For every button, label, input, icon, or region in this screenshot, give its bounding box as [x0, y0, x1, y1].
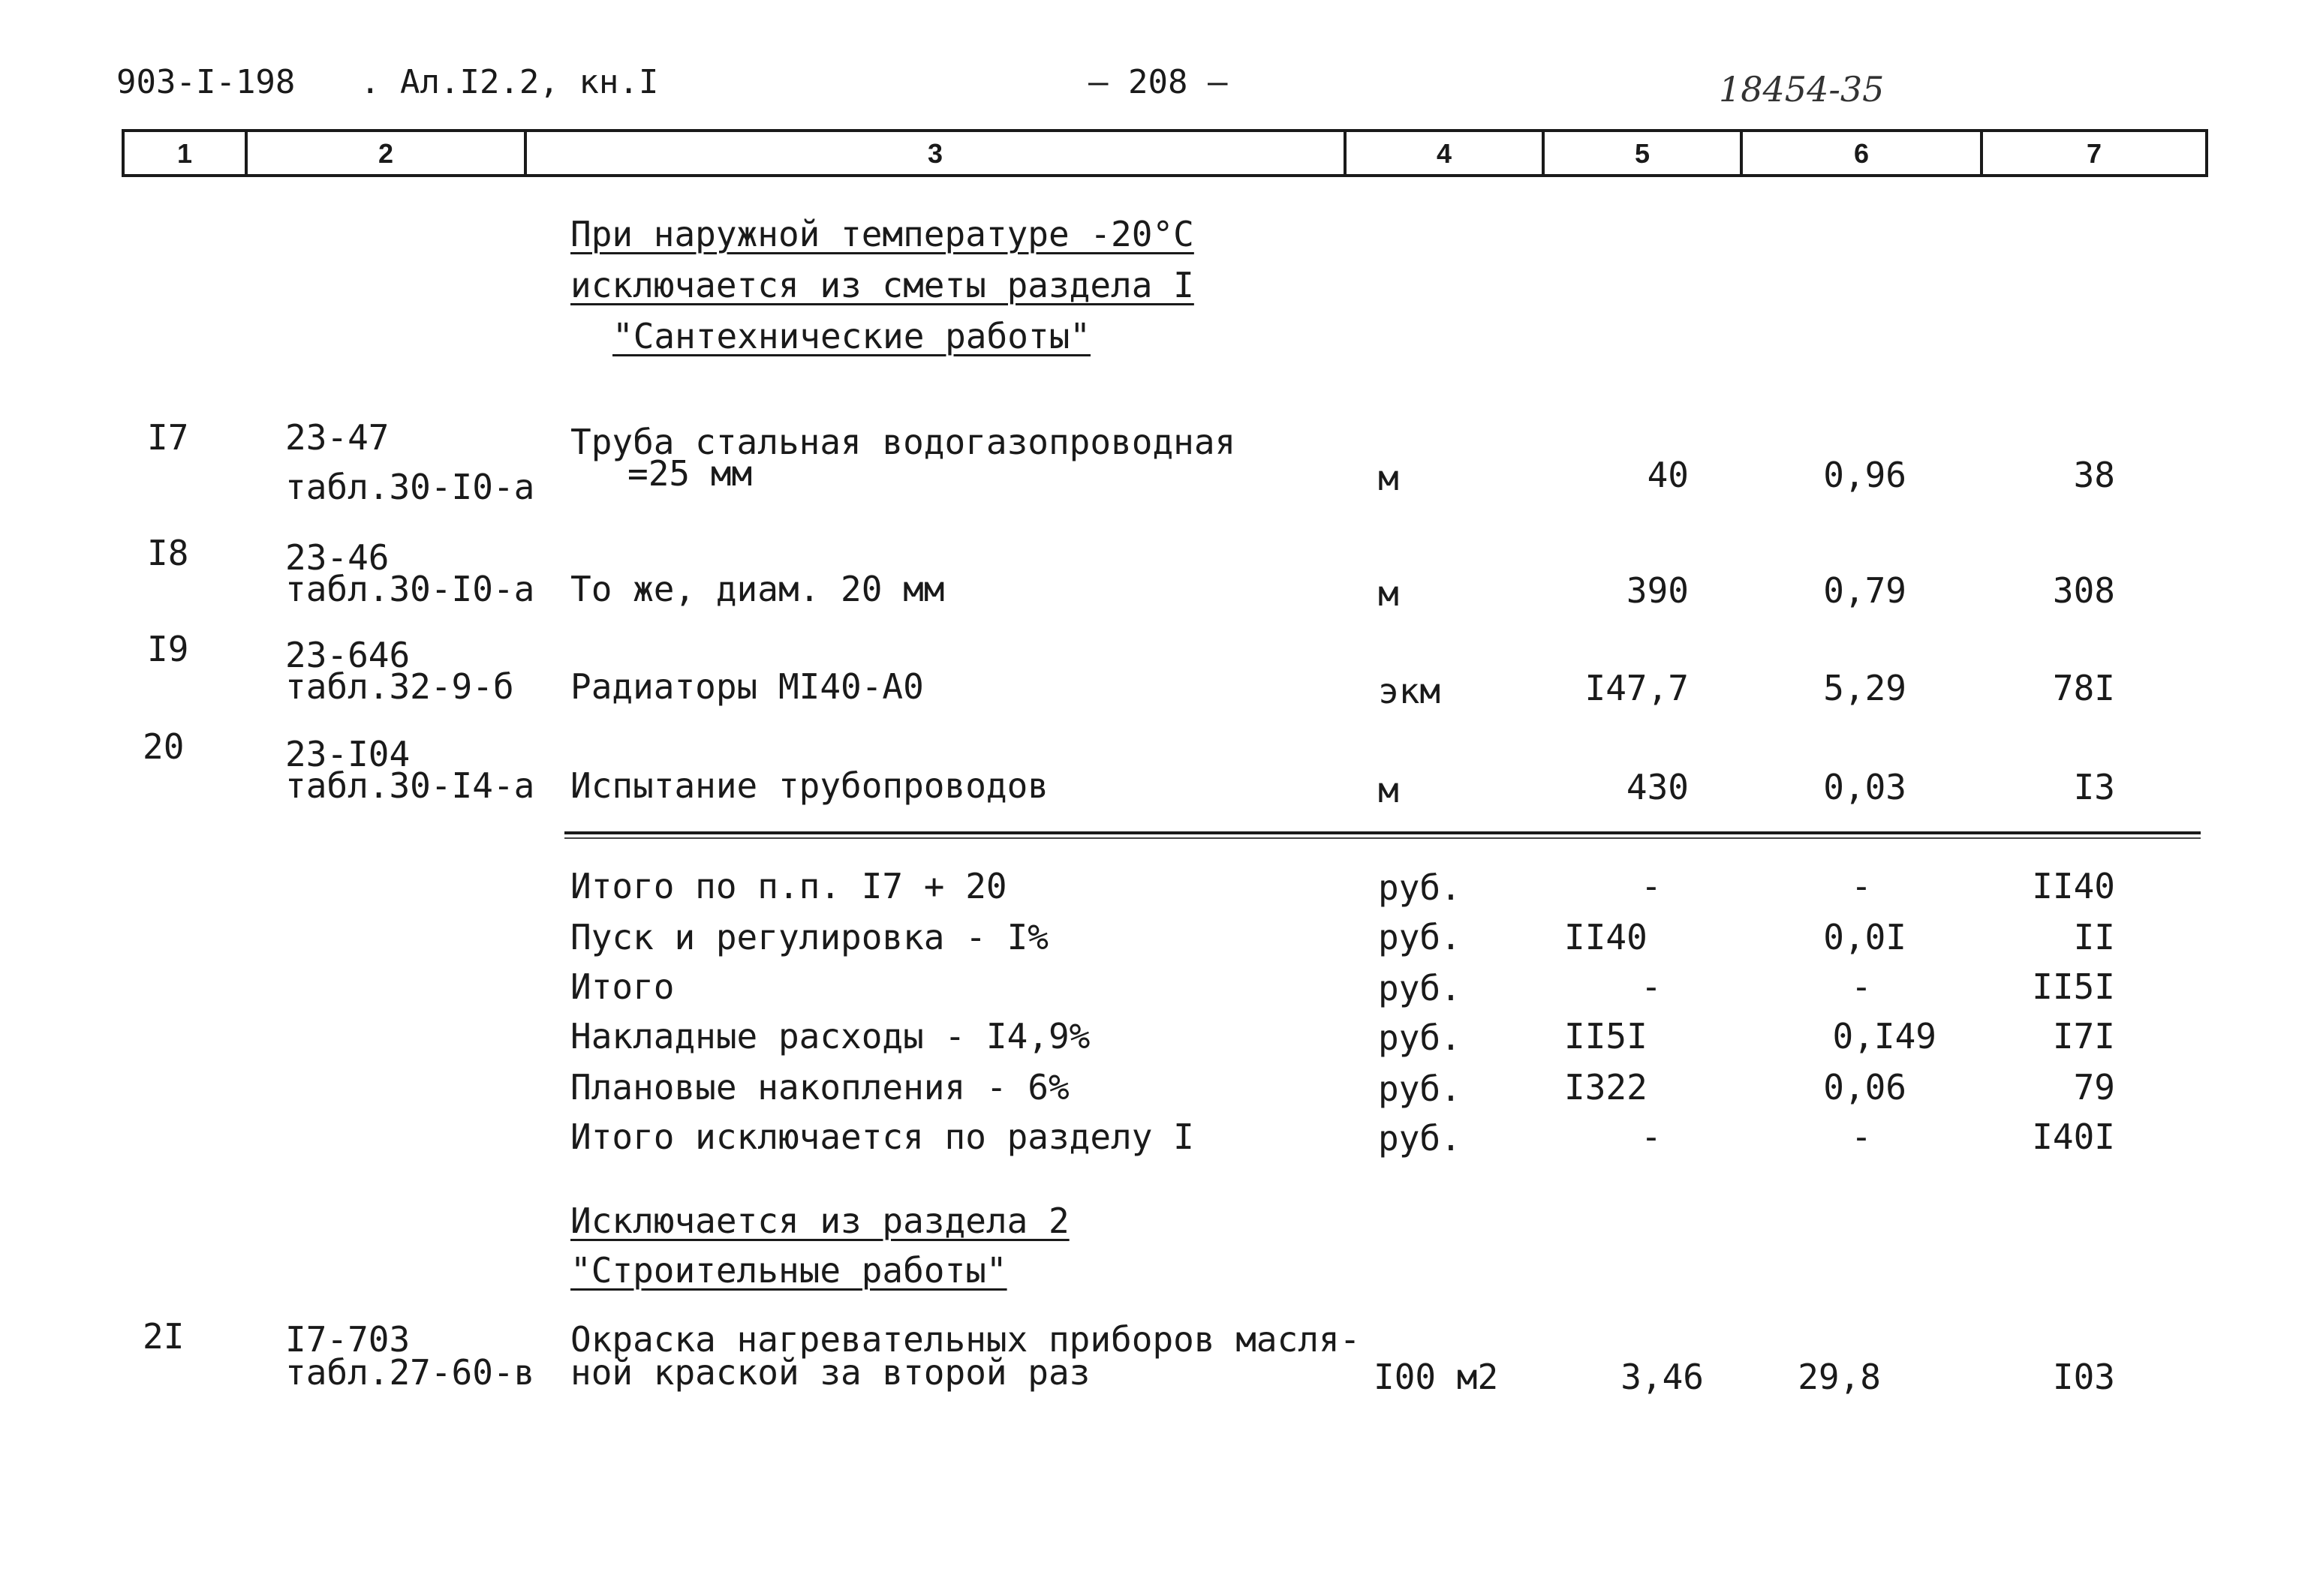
column-number-2: 2 — [378, 138, 394, 169]
page-number: — 208 — — [1088, 63, 1228, 101]
row-unit: м — [1378, 770, 1399, 810]
summary-unit-price: 0,I49 — [1832, 1016, 1936, 1056]
summary-unit: руб. — [1378, 1069, 1461, 1109]
column-number-1: 1 — [176, 138, 193, 169]
row-norm-table: табл.30-I0-а — [285, 467, 535, 507]
summary-quantity: - — [1641, 1117, 1662, 1157]
row-quantity: 40 — [1647, 455, 1689, 495]
row-norm-table: табл.32-9-б — [285, 666, 514, 707]
summary-quantity: - — [1641, 866, 1662, 906]
subtotal-rule — [564, 837, 2201, 839]
row-quantity: 430 — [1626, 767, 1689, 807]
summary-total: 79 — [2073, 1067, 2115, 1108]
column-number-7: 7 — [2086, 138, 2102, 169]
summary-unit-price: 0,0I — [1823, 917, 1906, 957]
row-number: I8 — [147, 533, 189, 573]
row-unit-price: 0,79 — [1823, 570, 1906, 611]
section2-title-line1: Исключается из раздела 2 — [570, 1201, 1070, 1241]
column-number-5: 5 — [1634, 138, 1651, 169]
section2-title-line2: "Строительные работы" — [570, 1250, 1007, 1291]
summary-unit: руб. — [1378, 968, 1461, 1008]
summary-unit-price: - — [1851, 866, 1872, 906]
row-description: Испытание трубопроводов — [570, 765, 1049, 806]
row-total: 38 — [2073, 455, 2115, 495]
row-number: I7 — [147, 417, 189, 458]
column-number-4: 4 — [1436, 138, 1452, 169]
summary-quantity: II40 — [1564, 917, 1648, 957]
row-unit-price: 29,8 — [1798, 1357, 1881, 1397]
summary-total: II — [2073, 917, 2115, 957]
row-description: Окраска нагревательных приборов масля- — [570, 1319, 1361, 1360]
row-total: I3 — [2073, 767, 2115, 807]
summary-total: I7I — [2052, 1016, 2115, 1056]
summary-description: Итого по п.п. I7 + 20 — [570, 866, 1007, 906]
section1-title-line2: исключается из сметы раздела I — [570, 265, 1194, 305]
album-reference: . Ал.I2.2, кн.I — [360, 63, 659, 101]
row-description: Радиаторы МI40-А0 — [570, 666, 924, 707]
row-unit-price: 0,03 — [1823, 767, 1906, 807]
row-norm-code: 23-I04 — [285, 734, 411, 774]
section1-title-line1: При наружной температуре -20°С — [570, 214, 1194, 254]
row-quantity: 390 — [1626, 570, 1689, 611]
row-norm-code: 23-46 — [285, 537, 390, 578]
summary-unit: руб. — [1378, 1118, 1461, 1159]
row-number: I9 — [147, 629, 189, 669]
summary-unit: руб. — [1378, 917, 1461, 957]
row-description-cont: ной краской за второй раз — [570, 1352, 1091, 1393]
row-norm-table: табл.30-I4-а — [285, 765, 535, 806]
row-norm-code: 23-47 — [285, 417, 390, 458]
document-code: 903-I-198 — [116, 63, 296, 101]
row-unit: м — [1378, 458, 1399, 498]
row-norm-table: табл.30-I0-а — [285, 569, 535, 609]
row-number: 20 — [143, 726, 185, 767]
row-unit: экм — [1378, 671, 1441, 711]
row-unit: м — [1378, 573, 1399, 614]
row-unit: I00 м2 — [1374, 1357, 1499, 1397]
summary-unit-price: 0,06 — [1823, 1067, 1906, 1108]
row-unit-price: 0,96 — [1823, 455, 1906, 495]
row-quantity: 3,46 — [1620, 1357, 1704, 1397]
inventory-number: 18454-35 — [1719, 69, 1885, 110]
row-norm-code: 23-646 — [285, 635, 411, 675]
summary-unit-price: - — [1851, 1117, 1872, 1157]
row-total: 308 — [2052, 570, 2115, 611]
summary-description: Итого — [570, 966, 675, 1007]
column-number-6: 6 — [1853, 138, 1870, 169]
summary-quantity: - — [1641, 966, 1662, 1007]
row-quantity: I47,7 — [1584, 668, 1689, 708]
row-description-cont: =25 мм — [627, 453, 753, 494]
summary-total: II40 — [2032, 866, 2115, 906]
row-unit-price: 5,29 — [1823, 668, 1906, 708]
row-norm-table: табл.27-60-в — [285, 1352, 535, 1393]
row-total: 78I — [2052, 668, 2115, 708]
row-norm-code: I7-703 — [285, 1319, 411, 1360]
summary-description: Плановые накопления - 6% — [570, 1067, 1070, 1108]
summary-unit: руб. — [1378, 867, 1461, 908]
summary-quantity: II5I — [1564, 1016, 1648, 1056]
summary-unit-price: - — [1851, 966, 1872, 1007]
summary-description: Итого исключается по разделу I — [570, 1117, 1194, 1157]
row-description: То же, диам. 20 мм — [570, 569, 945, 609]
row-description: Труба стальная водогазопроводная — [570, 422, 1236, 462]
section1-title-line3: "Сантехнические работы" — [612, 316, 1091, 356]
subtotal-rule — [564, 831, 2201, 834]
column-number-3: 3 — [927, 138, 943, 169]
summary-unit: руб. — [1378, 1017, 1461, 1058]
summary-total: I40I — [2032, 1117, 2115, 1157]
column-divider — [2205, 131, 2208, 177]
summary-description: Накладные расходы - I4,9% — [570, 1016, 1091, 1056]
row-number: 2I — [143, 1316, 185, 1357]
row-total: I03 — [2052, 1357, 2115, 1397]
summary-quantity: I322 — [1564, 1067, 1648, 1108]
summary-description: Пуск и регулировка - I% — [570, 917, 1049, 957]
summary-total: II5I — [2032, 966, 2115, 1007]
